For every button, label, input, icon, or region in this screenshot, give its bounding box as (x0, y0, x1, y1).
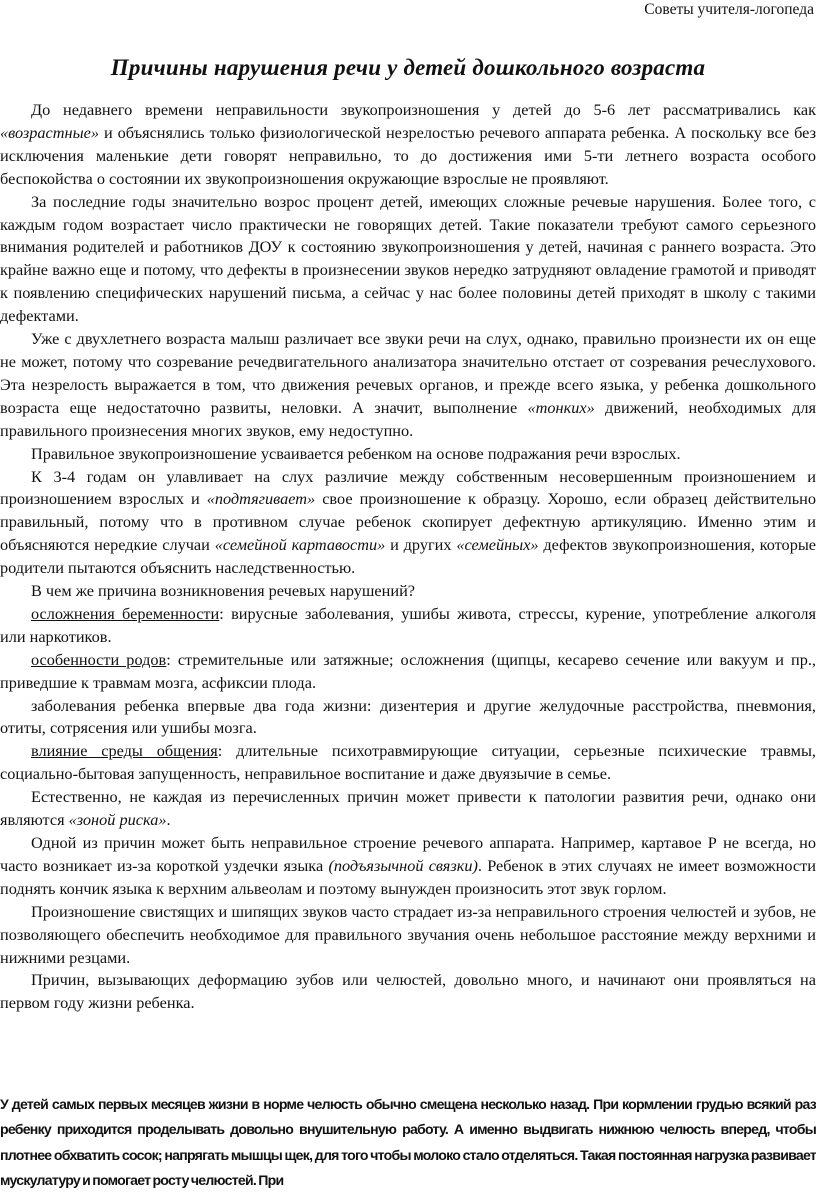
paragraph: В чем же причина возникновения речевых нарушений? (31, 581, 416, 601)
italic-phrase: «семейных» (456, 535, 539, 555)
italic-phrase: «тонких» (527, 397, 595, 417)
underlined-term: влияние среды общения (31, 741, 218, 761)
underlined-term: особенности родов (31, 649, 167, 669)
paragraph: К 3-4 годам он улавливает на слух различие между собственным несовершенным произношением и произношением взрослых и «подтягивает» свое произношение к образцу. Хорошо, если образец действительно правильный, потому что в противном случае ребенок скопирует дефектную артикуляцию. Именно этим и объясняются нередкие случаи «семейной картавости» и других «семейных» дефектов звукопроизношения, которые родители пытаются объяснить наследственностью. (0, 466, 816, 578)
italic-phrase: «подтягивает» (206, 489, 316, 509)
paragraph: Причин, вызывающих деформацию зубов или челюстей, довольно много, и начинают они проявляться на первом году жизни ребенка. (0, 970, 816, 1013)
paragraph: Правильное звукопроизношение усваивается ребенком на основе подражания речи взрослых. (31, 443, 681, 463)
paragraph: Одной из причин может быть неправильное строение речевого аппарата. Например, картавое Р не всегда, но часто возникает из-за короткой уздечки языка (подъязычной связки). Ребенок в этих случаях не имеет возможности поднять кончик языка к верхним альвеолам и поэтому вынужден произносить этот звук горлом. (0, 833, 816, 898)
bold-paragraph: У детей самых первых месяцев жизни в норме челюсть обычно смещена несколько назад. При кормлении грудью всякий раз ребенку приходится проделывать довольно внушительную работу. А именно выдвигать нижнюю челюсть вперед, чтобы плотнее обхватить сосок; напрягать мышцы щек, для того чтобы молоко стало отделяться. Такая постоянная нагрузка развивает мускулатуру и помогает росту челюстей. При (0, 1096, 816, 1188)
list-item: влияние среды общения: длительные психотравмирующие ситуации, серьезные психические травмы, социально-бытовая запущенность, неправильное воспитание и даже двуязычие в семье. (0, 741, 816, 784)
italic-phrase: (подъязычной связки) (328, 855, 478, 875)
underlined-term: осложнения беременности (31, 603, 220, 623)
list-item: осложнения беременности: вирусные заболевания, ушибы живота, стрессы, курение, употребление алкоголя или наркотиков. (0, 603, 816, 646)
continuation-paragraph (0, 1092, 816, 1193)
paragraph: Естественно, не каждая из перечисленных причин может привести к патологии развития речи, однако они являются «зоной риска». (0, 787, 816, 830)
list-item: заболевания ребенка впервые два года жизни: дизентерия и другие желудочные расстройства, пневмония, отиты, сотрясения или ушибы мозга. (0, 695, 816, 738)
paragraph: До недавнего времени неправильности звукопроизношения у детей до 5-6 лет рассматривались как «возрастные» и объяснялись только физиологической незрелостью речевого аппарата ребенка. А поскольку все без исключения маленькие дети говорят неправильно, то до достижения ими 5-ти летнего возраста особого беспокойства о состоянии их звукопроизношения окружающие взрослые не проявляют. (0, 100, 816, 188)
page-title: Причины нарушения речи у детей дошкольного возраста (110, 55, 706, 80)
italic-phrase: «возрастные» (0, 122, 100, 142)
italic-phrase: «семейной картавости» (214, 535, 386, 555)
article-body (0, 99, 816, 1015)
paragraph: За последние годы значительно возрос процент детей, имеющих сложные речевые нарушения. Более того, с каждым годом возрастает число практически не говорящих детей. Такие показатели требуют самого серьезного внимания родителей и работников ДОУ к состоянию звукопроизношения у детей, начиная с раннего возраста. Это крайне важно еще и потому, что дефекты в произнесении звуков нередко затрудняют овладение грамотой и приводят к появлению специфических нарушений письма, а сейчас у нас более половины детей приходят в школу с такими дефектами. (0, 191, 816, 326)
italic-phrase: «зоной риска» (68, 810, 167, 830)
paragraph: Произношение свистящих и шипящих звуков часто страдает из-за неправильного строения челюстей и зубов, не позволяющего обеспечить необходимое для правильного звучания очень небольшое расстояние между верхними и нижними резцами. (0, 901, 816, 967)
list-item: особенности родов: стремительные или затяжные; осложнения (щипцы, кесарево сечение или вакуум и пр., приведшие к травмам мозга, асфиксии плода. (0, 649, 816, 692)
paragraph: Уже с двухлетнего возраста малыш различает все звуки речи на слух, однако, правильно произнести их он еще не может, потому что созревание речедвигательного анализатора значительно отстает от созревания речеслухового. Эта незрелость выражается в том, что движения речевых органов, и прежде всего языка, у ребенка дошкольного возраста еще недостаточно развиты, неловки. А значит, выполнение «тонких» движений, необходимых для правильного произнесения многих звуков, ему недоступно. (0, 329, 816, 440)
page-header: Советы учителя-логопеда (644, 1, 814, 18)
